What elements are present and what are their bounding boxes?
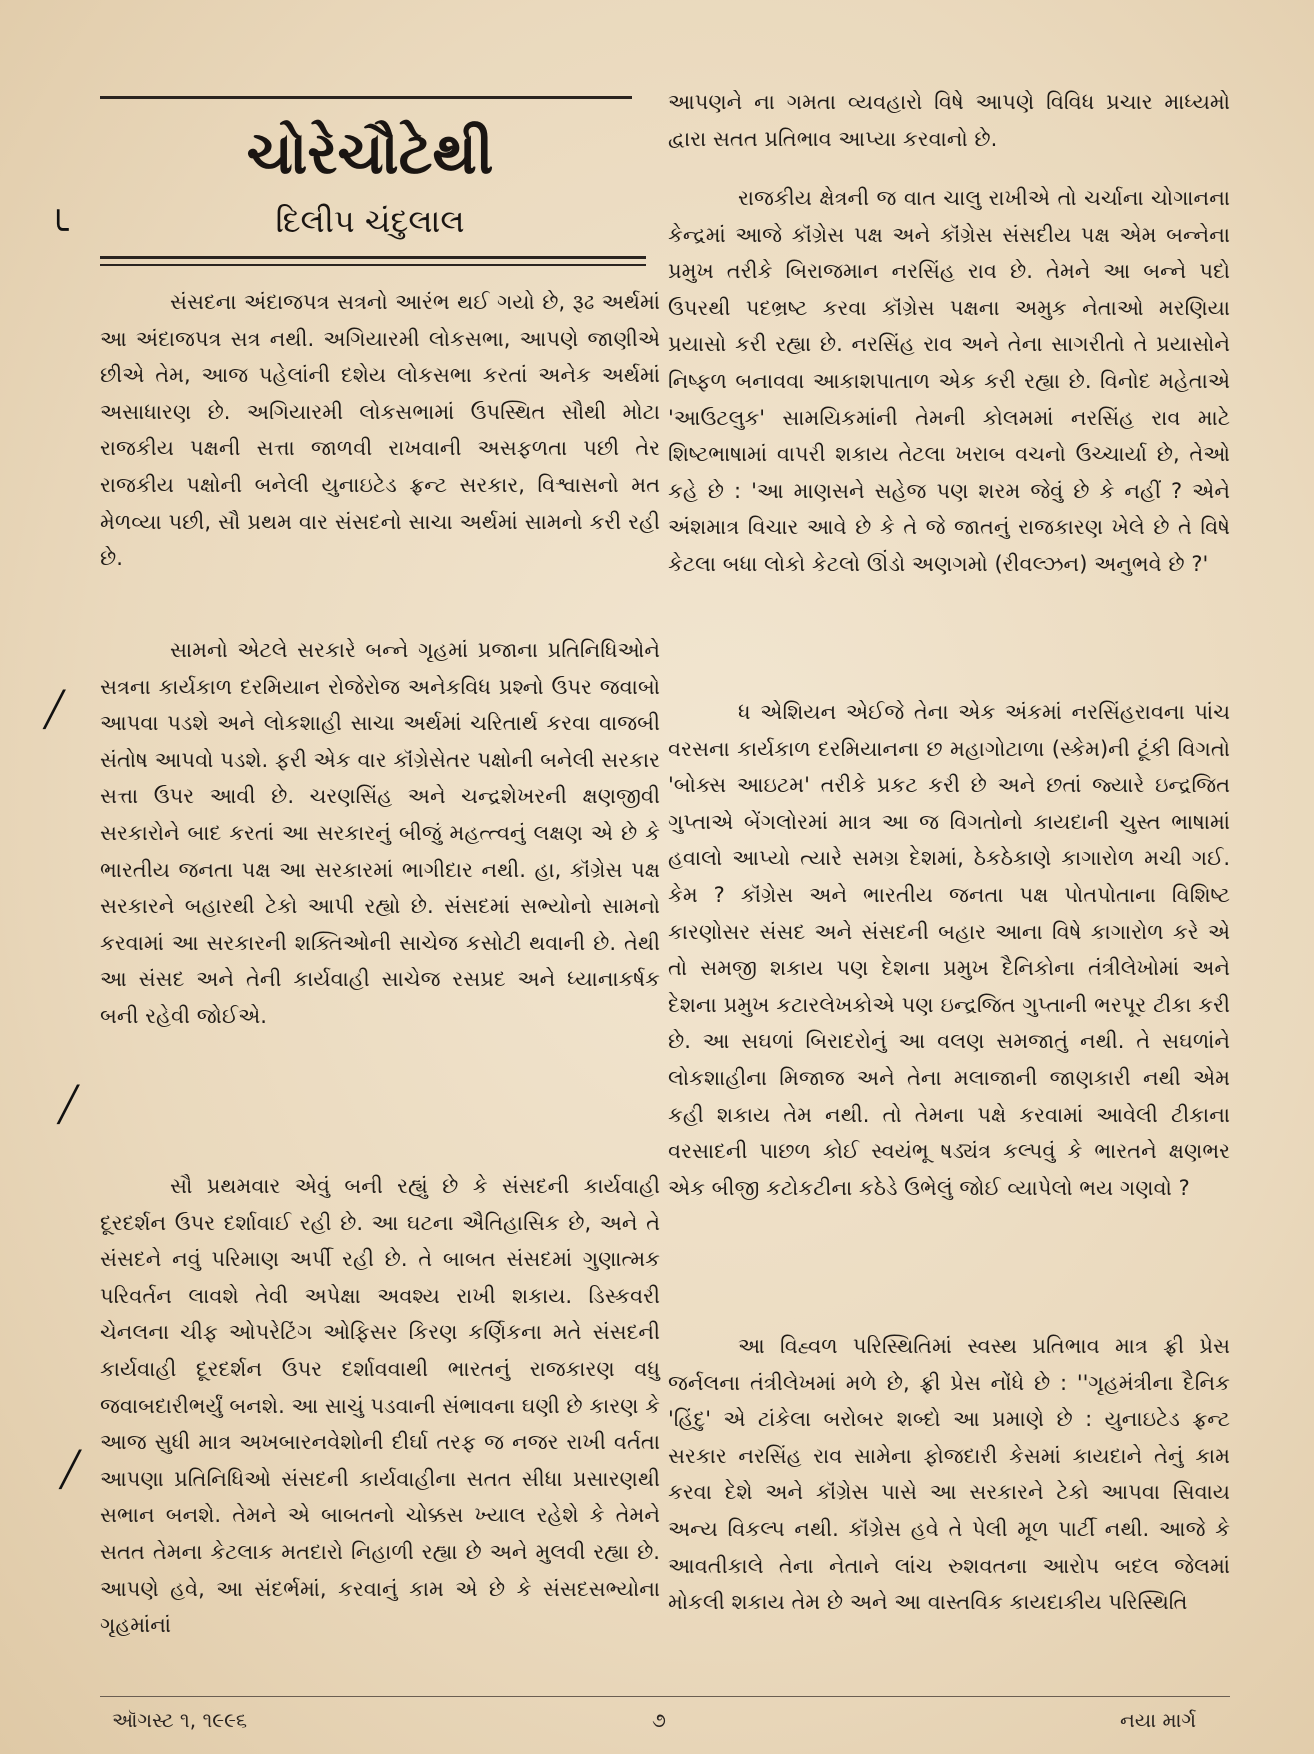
header-bottom-rule (100, 256, 646, 259)
footer-rule (100, 1696, 1230, 1697)
margin-pen-mark: ╱ (58, 1085, 79, 1125)
right-paragraph-2: રાજકીય ક્ષેત્રની જ વાત ચાલુ રાખીએ તો ચર્ચાના ચોગાનના કેન્દ્રમાં આજે કૉંગ્રેસ પક્ષ અને કૉંગ્રેસ સંસદીય પક્ષ એમ બન્નેના પ્રમુખ તરીકે બિરાજમાન નરસિંહ રાવ છે. તેમને આ બન્ને પદો ઉપરથી પદભ્રષ્ટ કરવા કૉંગ્રેસ પક્ષના અમુક નેતાઓ મરણિયા પ્રયાસો કરી રહ્યા છે. નરસિંહ રાવ અને તેના સાગરીતો તે પ્રયાસોને નિષ્ફળ બનાવવા આકાશપાતાળ એક કરી રહ્યા છે. વિનોદ મહેતાએ 'આઉટલુક' સામયિકમાંની તેમની કોલમમાં નરસિંહ રાવ માટે શિષ્ટભાષામાં વાપરી શકાય તેટલા ખરાબ વચનો ઉચ્ચાર્યા છે, તેઓ કહે છે : 'આ માણસને સહેજ પણ શરમ જેવું છે કે નહીં ? એને અંશમાત્ર વિચાર આવે છે કે તે જે જાતનું રાજકારણ ખેલે છે તે વિષે કેટલા બધા લોકો કેટલો ઊંડો અણગમો (રીવલ્ઝન) અનુભવે છે ?' (668, 186, 1230, 576)
right-paragraph-1: આપણને ના ગમતા વ્યવહારો વિષે આપણે વિવિધ પ્રચાર માધ્યમો દ્વારા સતત પ્રતિભાવ આપ્યા કરવાનો છે. (668, 90, 1230, 151)
issue-date: ઑગસ્ટ ૧, ૧૯૯૬ (112, 1708, 248, 1732)
right-paragraph-4: આ વિહ્વળ પરિસ્થિતિમાં સ્વસ્થ પ્રતિભાવ માત્ર ફ્રી પ્રેસ જર્નલના તંત્રીલેખમાં મળે છે, ફ્રી પ્રેસ નોંધે છે : ''ગૃહમંત્રીના દૈનિક 'હિંદુ' એ ટાંકેલા બરોબર શબ્દો આ પ્રમાણે છે : યુનાઇટેડ ફ્રન્ટ સરકાર નરસિંહ રાવ સામેના ફોજદારી કેસમાં કાયદાને તેનું કામ કરવા દેશે અને કૉંગ્રેસ પાસે આ સરકારને ટેકો આપવા સિવાય અન્ય વિકલ્પ નથી. કૉંગ્રેસ હવે તે પેલી મૂળ પાર્ટી નથી. આજે કે આવતીકાલે તેના નેતાને લાંચ રુશવતના આરોપ બદલ જેલમાં મોકલી શકાય તેમ છે અને આ વાસ્તવિક કાયદાકીય પરિસ્થિતિ (668, 1334, 1230, 1615)
page-number: ૭ (652, 1708, 666, 1732)
left-paragraph-3: સૌ પ્રથમવાર એવું બની રહ્યું છે કે સંસદની કાર્યવાહી દૂરદર્શન ઉપર દર્શાવાઈ રહી છે. આ ઘટના ઐતિહાસિક છે, અને તે સંસદને નવું પરિમાણ અર્પી રહી છે. તે બાબત સંસદમાં ગુણાત્મક પરિવર્તન લાવશે તેવી અપેક્ષા અવશ્ય રાખી શકાય. ડિસ્કવરી ચેનલના ચીફ ઓપરેટિંગ ઓફિસર કિરણ કર્ણિકના મતે સંસદની કાર્યવાહી દૂરદર્શન ઉપર દર્શાવવાથી ભારતનું રાજકારણ વધુ જવાબદારીભર્યું બનશે. આ સાચું પડવાની સંભાવના ઘણી છે કારણ કે આજ સુધી માત્ર અખબારનવેશોની દીર્ઘા તરફ જ નજર રાખી વર્તતા આપણા પ્રતિનિધિઓ સંસદની કાર્યવાહીના સતત સીધા પ્રસારણથી સભાન બનશે. તેમને એ બાબતનો ચોક્કસ ખ્યાલ રહેશે કે તેમને સતત તેમના કેટલાક મતદારો નિહાળી રહ્યા છે અને મુલવી રહ્યા છે. આપણે હવે, આ સંદર્ભમાં, કરવાનું કામ એ છે કે સંસદસભ્યોના ગૃહમાંનાં (100, 1174, 660, 1638)
column-title: ચોરેચૌટેથી (246, 119, 494, 187)
left-paragraph-1: સંસદના અંદાજપત્ર સત્રનો આરંભ થઈ ગયો છે, રૂઢ અર્થમાં આ અંદાજપત્ર સત્ર નથી. અગિયારમી લોકસભા, આપણે જાણીએ છીએ તેમ, આજ પહેલાંની દશેય લોકસભા કરતાં અનેક અર્થમાં અસાધારણ છે. અગિયારમી લોકસભામાં ઉપસ્થિત સૌથી મોટા રાજકીય પક્ષની સત્તા જાળવી રાખવાની અસફળતા પછી તેર રાજકીય પક્ષોની બનેલી યુનાઇટેડ ફ્રન્ટ સરકાર, વિશ્વાસનો મત મેળવ્યા પછી, સૌ પ્રથમ વાર સંસદનો સાચા અર્થમાં સામનો કરી રહી છે. (100, 290, 660, 571)
header-bottom-rule-2 (100, 264, 646, 266)
publication-name: નયા માર્ગ (1120, 1708, 1197, 1732)
right-paragraph-3: ધ એશિયન એઈજે તેના એક અંકમાં નરસિંહરાવના પાંચ વરસના કાર્યકાળ દરમિયાનના છ મહાગોટાળા (સ્કેમ)ની ટૂંકી વિગતો 'બોક્સ આઇટમ' તરીકે પ્રકટ કરી છે અને છતાં જ્યારે ઇન્દ્રજિત ગુપ્તાએ બેંગલોરમાં માત્ર આ જ વિગતોનો કાયદાની ચુસ્ત ભાષામાં હવાલો આપ્યો ત્યારે સમગ્ર દેશમાં, ઠેકઠેકાણે કાગારોળ મચી ગઈ. કેમ ? કૉંગ્રેસ અને ભારતીય જનતા પક્ષ પોતપોતાના વિશિષ્ટ કારણોસર સંસદ અને સંસદની બહાર આના વિષે કાગારોળ કરે એ તો સમજી શકાય પણ દેશના પ્રમુખ દૈનિકોના તંત્રીલેખોમાં અને દેશના પ્રમુખ કટારલેખકોએ પણ ઇન્દ્રજિત ગુપ્તાની ભરપૂર ટીકા કરી છે. આ સઘળાં બિરાદરોનું આ વલણ સમજાતું નથી. તે સઘળાંને લોકશાહીના મિજાજ અને તેના મલાજાની જાણકારી નથી એમ કહી શકાય તેમ નથી. તો તેમના પક્ષે કરવામાં આવેલી ટીકાના વરસાદની પાછળ કોઈ સ્વયંભૂ ષડ્યંત્ર કલ્પવું કે ભારતને ક્ષણભર એક બીજી કટોકટીના કઠેડે ઉભેલું જોઈ વ્યાપેલો ભય ગણવો ? (668, 700, 1230, 1200)
margin-pen-mark: ╱ (44, 690, 65, 730)
header-top-rule (100, 96, 632, 99)
margin-pen-mark: ╱ (60, 1450, 81, 1490)
margin-pen-mark: ╰ (48, 210, 69, 250)
author-name: દિલીપ ચંદુલાલ (275, 202, 465, 240)
left-paragraph-2: સામનો એટલે સરકારે બન્ને ગૃહમાં પ્રજાના પ્રતિનિધિઓને સત્રના કાર્યકાળ દરમિયાન રોજેરોજ અનેકવિધ પ્રશ્નો ઉપર જવાબો આપવા પડશે અને લોકશાહી સાચા અર્થમાં ચરિતાર્થ કરવા વાજબી સંતોષ આપવો પડશે. ફરી એક વાર કૉંગ્રેસેતર પક્ષોની બનેલી સરકાર સત્તા ઉપર આવી છે. ચરણસિંહ અને ચન્દ્રશેખરની ક્ષણજીવી સરકારોને બાદ કરતાં આ સરકારનું બીજું મહત્ત્વનું લક્ષણ એ છે કે ભારતીય જનતા પક્ષ આ સરકારમાં ભાગીદાર નથી. હા, કૉંગ્રેસ પક્ષ સરકારને બહારથી ટેકો આપી રહ્યો છે. સંસદમાં સભ્યોનો સામનો કરવામાં આ સરકારની શક્તિઓની સાચેજ કસોટી થવાની છે. તેથી આ સંસદ અને તેની કાર્યવાહી સાચેજ રસપ્રદ અને ધ્યાનાકર્ષક બની રહેવી જોઈએ. (100, 638, 660, 1028)
